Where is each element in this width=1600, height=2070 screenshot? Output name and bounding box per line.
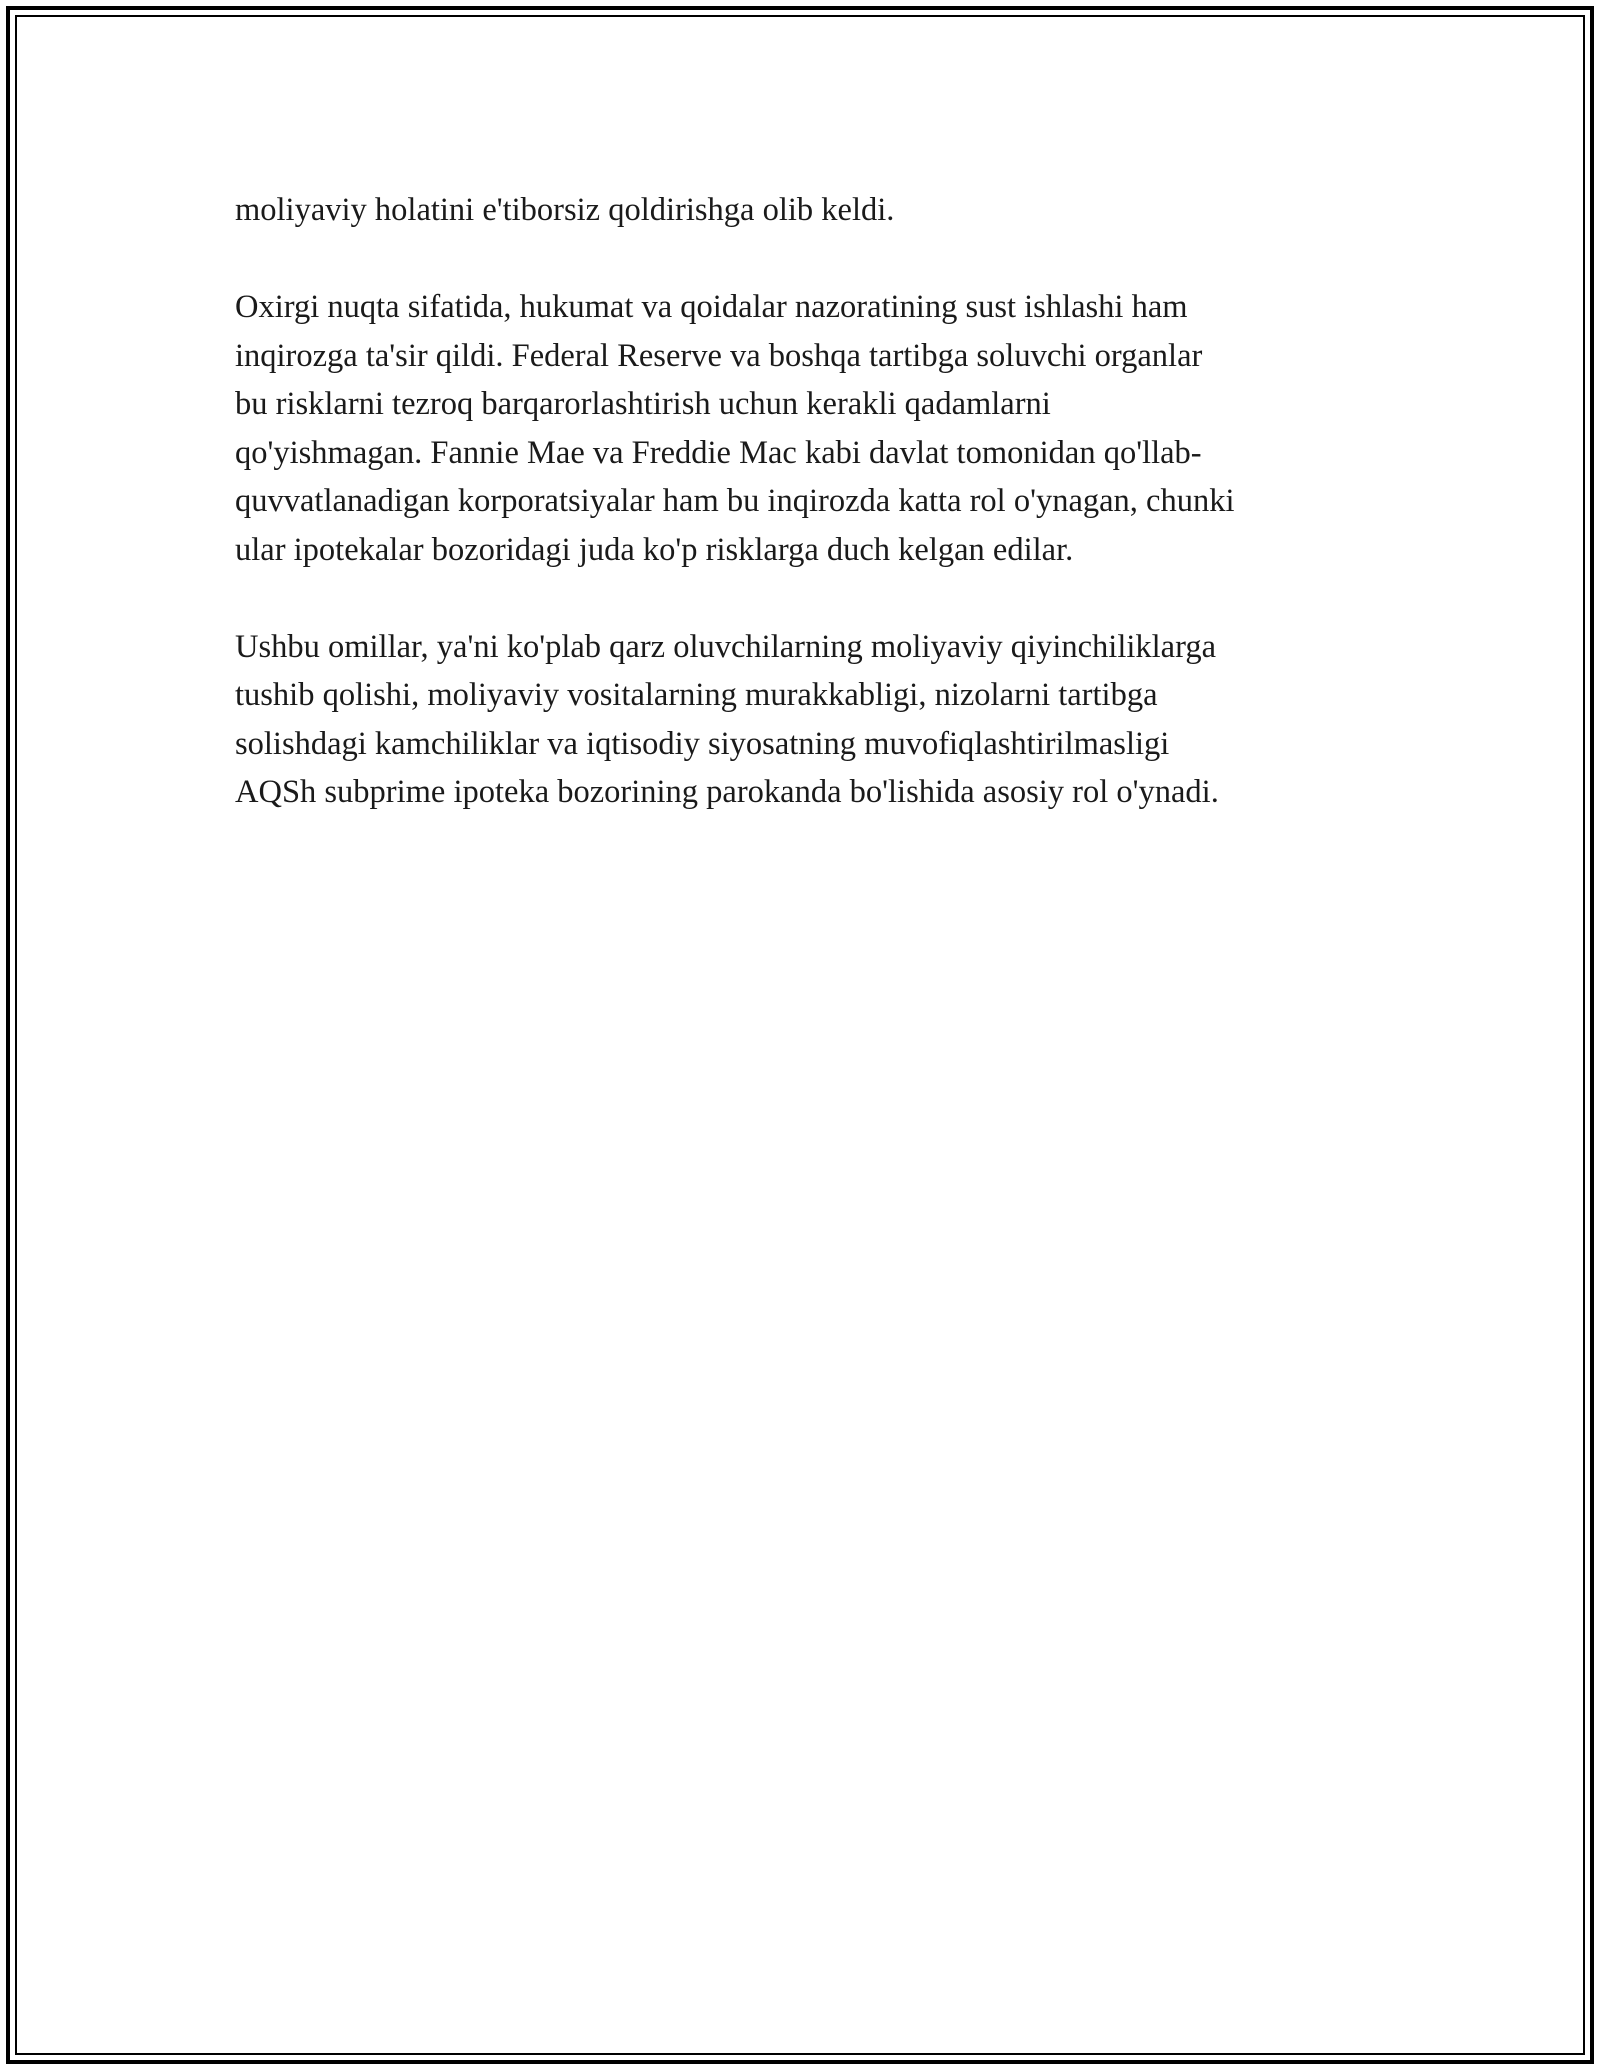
- text-line: tushib qolishi, moliyaviy vositalarning murakkabligi, nizolarni tartibga: [235, 677, 1158, 713]
- paragraph-1: [235, 186, 1385, 235]
- text-line: Oxirgi nuqta sifatida, hukumat va qoidalar nazoratining sust ishlashi ham: [235, 289, 1188, 325]
- paragraph-3: [235, 623, 1385, 817]
- text-line: bu risklarni tezroq barqarorlashtirish uchun kerakli qadamlarni: [235, 386, 1051, 422]
- text-line: moliyaviy holatini e'tiborsiz qoldirishga olib keldi.: [235, 192, 895, 228]
- paragraph-2: [235, 283, 1385, 574]
- text-line: AQSh subprime ipoteka bozorining parokanda bo'lishida asosiy rol o'ynadi.: [235, 774, 1219, 810]
- text-line: ular ipotekalar bozoridagi juda ko'p risklarga duch kelgan edilar.: [235, 531, 1074, 568]
- text-line: solishdagi kamchiliklar va iqtisodiy siyosatning muvofiqlashtirilmasligi: [235, 725, 1170, 762]
- text-line: inqirozga ta'sir qildi. Federal Reserve va boshqa tartibga soluvchi organlar: [235, 337, 1203, 374]
- text-line: Ushbu omillar, ya'ni ko'plab qarz oluvchilarning moliyaviy qiyinchiliklarga: [235, 628, 1216, 665]
- text-line: quvvatlanadigan korporatsiyalar ham bu inqirozda katta rol o'ynagan, chunki: [235, 483, 1235, 519]
- text-line: qo'yishmagan. Fannie Mae va Freddie Mac kabi davlat tomonidan qo'llab-: [235, 434, 1202, 471]
- document-body: [235, 186, 1385, 865]
